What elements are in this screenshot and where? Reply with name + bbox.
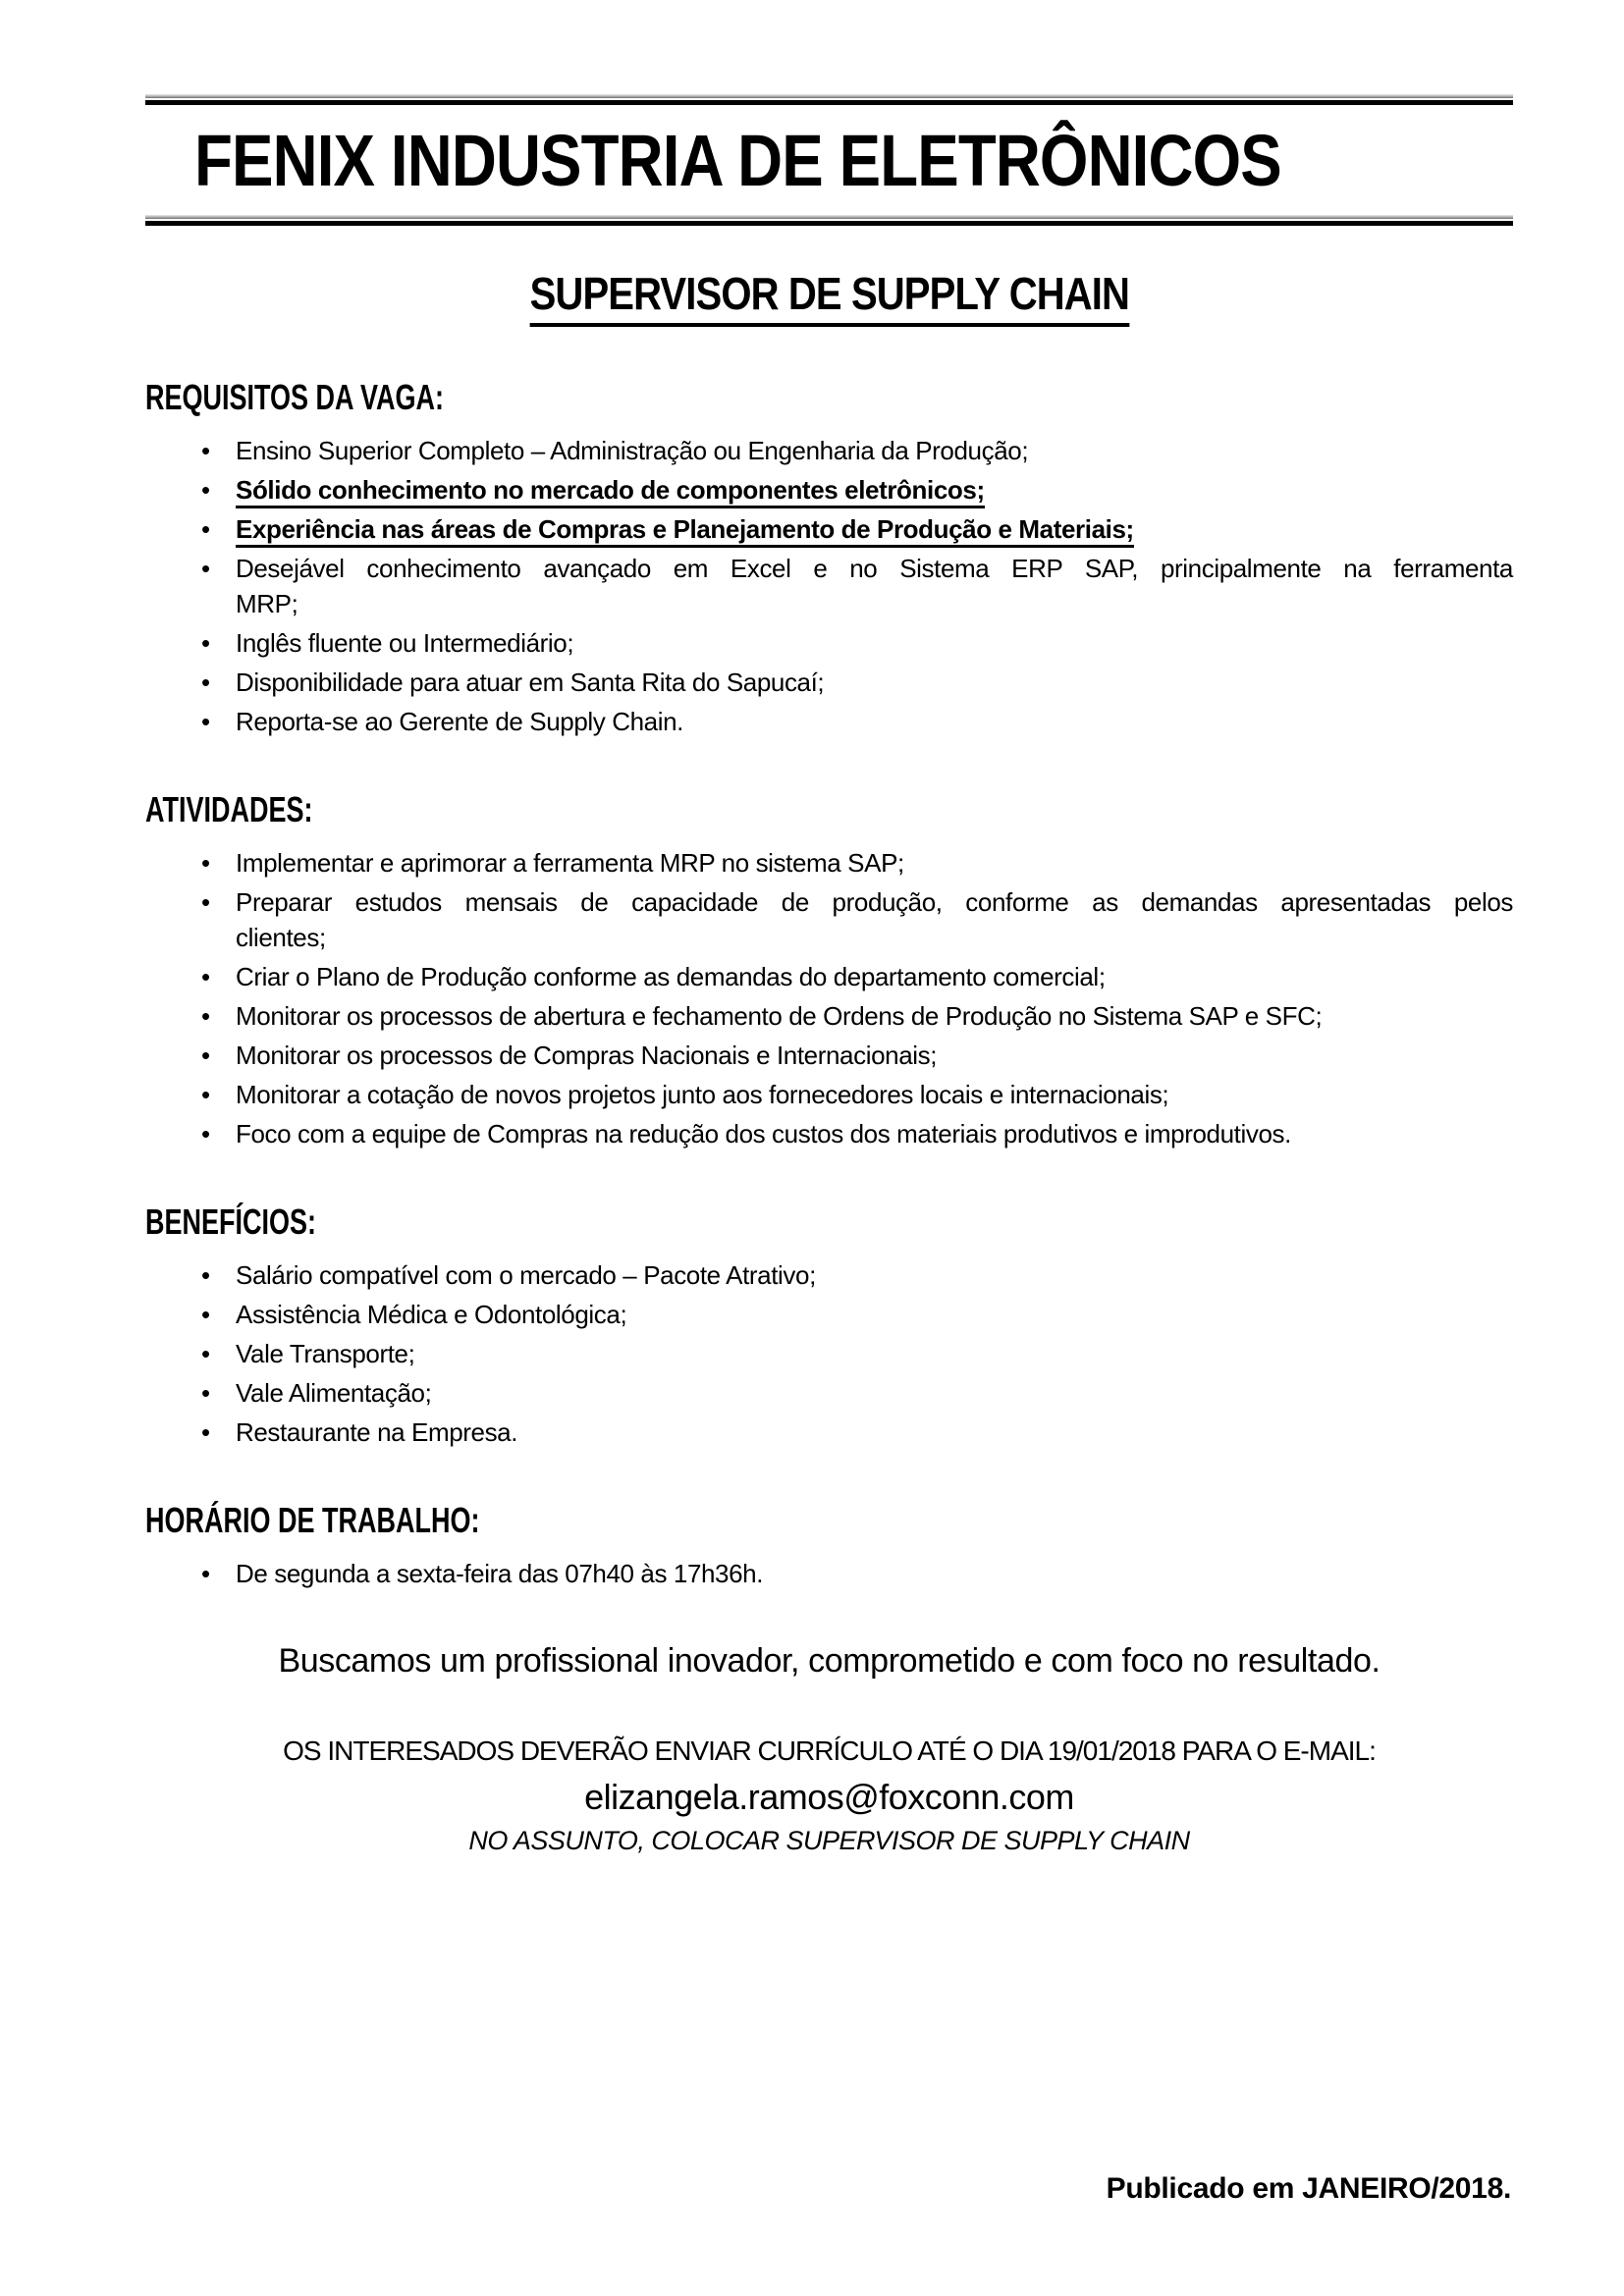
bullet-item [145, 1556, 1513, 1591]
bullet-item [145, 998, 1513, 1034]
bullet-item [145, 845, 1513, 881]
section [145, 1501, 1513, 1591]
bullet-list [145, 1257, 1513, 1450]
bullet-icon: • [201, 667, 210, 697]
bullet-item [145, 551, 1513, 621]
section-heading: REQUISITOS DA VAGA: [145, 377, 445, 417]
bullet-text: Foco com a equipe de Compras na redução dos custos dos materiais produtivos e improdutivos. [236, 1119, 1291, 1148]
bullet-text: Vale Alimentação; [236, 1378, 432, 1408]
bullet-text: Sólido conhecimento no mercado de componentes eletrônicos; [236, 475, 985, 508]
bullet-item [145, 511, 1513, 547]
bullet-icon: • [201, 707, 210, 736]
bullet-item [145, 625, 1513, 661]
bullet-list [145, 1556, 1513, 1591]
header-bottom-rule [145, 215, 1513, 226]
bullet-text: Monitorar os processos de abertura e fechamento de Ordens de Produção no Sistema SAP e SFC; [236, 1001, 1323, 1031]
bullet-item [145, 1116, 1513, 1151]
bullet-icon: • [201, 848, 210, 878]
bullet-icon: • [201, 887, 210, 917]
bullet-text-line: Desejável conhecimento avançado em Excel e no Sistema ERP SAP, principalmente na ferramenta [236, 554, 1513, 583]
bullet-list [145, 845, 1513, 1151]
bullet-item [145, 665, 1513, 700]
bullet-text: Inglês fluente ou Intermediário; [236, 628, 574, 658]
job-title: SUPERVISOR DE SUPPLY CHAIN [529, 267, 1128, 327]
bullet-text: Assistência Médica e Odontológica; [236, 1300, 627, 1329]
bullet-icon: • [201, 1300, 210, 1329]
bullet-text: Experiência nas áreas de Compras e Planejamento de Produção e Materiais; [236, 514, 1134, 548]
bullet-text: Salário compatível com o mercado – Pacote Atrativo; [236, 1260, 816, 1290]
bullet-icon: • [201, 1378, 210, 1408]
bullet-text: Ensino Superior Completo – Administração ou Engenharia da Produção; [236, 436, 1029, 465]
bullet-icon: • [201, 554, 210, 583]
bullet-text-line: Preparar estudos mensais de capacidade de produção, conforme as demandas apresentadas pelos [236, 887, 1513, 917]
bullet-list [145, 433, 1513, 739]
section [145, 790, 1513, 1151]
rule-black-band [145, 221, 1513, 226]
job-title-row [145, 267, 1513, 327]
apply-instruction: OS INTERESADOS DEVERÃO ENVIAR CURRÍCULO ATÉ O DIA 19/01/2018 PARA O E-MAIL: [283, 1735, 1376, 1766]
bullet-icon: • [201, 1041, 210, 1070]
header-top-rule [145, 94, 1513, 105]
bullet-icon: • [201, 1080, 210, 1109]
bullet-icon: • [201, 1339, 210, 1368]
section [145, 378, 1513, 739]
bullet-icon: • [201, 962, 210, 991]
section-heading: HORÁRIO DE TRABALHO: [145, 1500, 480, 1540]
bullet-item [145, 433, 1513, 468]
bullet-text: Criar o Plano de Produção conforme as demandas do departamento comercial; [236, 962, 1106, 991]
bullet-item [145, 1038, 1513, 1073]
bullet-icon: • [201, 1119, 210, 1148]
document-header [145, 94, 1513, 226]
bullet-icon: • [201, 436, 210, 465]
bullet-item [145, 1415, 1513, 1450]
apply-email: elizangela.ramos@foxconn.com [584, 1777, 1074, 1817]
bullet-item [145, 1257, 1513, 1293]
section [145, 1202, 1513, 1450]
bullet-item [145, 959, 1513, 994]
bullet-item [145, 1077, 1513, 1112]
bullet-icon: • [201, 1559, 210, 1588]
bullet-text: Monitorar a cotação de novos projetos junto aos fornecedores locais e internacionais; [236, 1080, 1169, 1109]
bullet-icon: • [201, 514, 210, 544]
bullet-item [145, 1297, 1513, 1332]
section-heading: BENEFÍCIOS: [145, 1201, 317, 1242]
sections [145, 378, 1513, 1591]
bullet-icon: • [201, 1260, 210, 1290]
bullet-icon: • [201, 1417, 210, 1447]
published-date: Publicado em JANEIRO/2018. [1106, 2172, 1511, 2205]
bullet-text: Implementar e aprimorar a ferramenta MRP no sistema SAP; [236, 848, 904, 878]
bullet-text: Restaurante na Empresa. [236, 1417, 518, 1447]
bullet-text: Monitorar os processos de Compras Nacionais e Internacionais; [236, 1041, 938, 1070]
tagline: Buscamos um profissional inovador, comprometido e com foco no resultado. [278, 1642, 1380, 1680]
bullet-item [145, 884, 1513, 955]
bullet-icon: • [201, 475, 210, 505]
bullet-text-line: MRP; [236, 589, 298, 618]
bullet-icon: • [201, 628, 210, 658]
bullet-text: De segunda a sexta-feira das 07h40 às 17h36h. [236, 1559, 764, 1588]
apply-block [145, 1735, 1513, 1856]
rule-black-band [145, 100, 1513, 105]
bullet-text: Reporta-se ao Gerente de Supply Chain. [236, 707, 683, 736]
bullet-text-line: clientes; [236, 923, 326, 952]
bullet-icon: • [201, 1001, 210, 1031]
bullet-text: Vale Transporte; [236, 1339, 415, 1368]
company-title: FENIX INDUSTRIA DE ELETRÔNICOS [194, 120, 1281, 201]
bullet-item [145, 1336, 1513, 1371]
bullet-item [145, 472, 1513, 507]
bullet-text: Disponibilidade para atuar em Santa Rita do Sapucaí; [236, 667, 825, 697]
section-heading: ATIVIDADES: [145, 789, 313, 829]
bullet-item [145, 1375, 1513, 1411]
bullet-item [145, 704, 1513, 739]
apply-subject-line: NO ASSUNTO, COLOCAR SUPERVISOR DE SUPPLY CHAIN [468, 1826, 1190, 1855]
